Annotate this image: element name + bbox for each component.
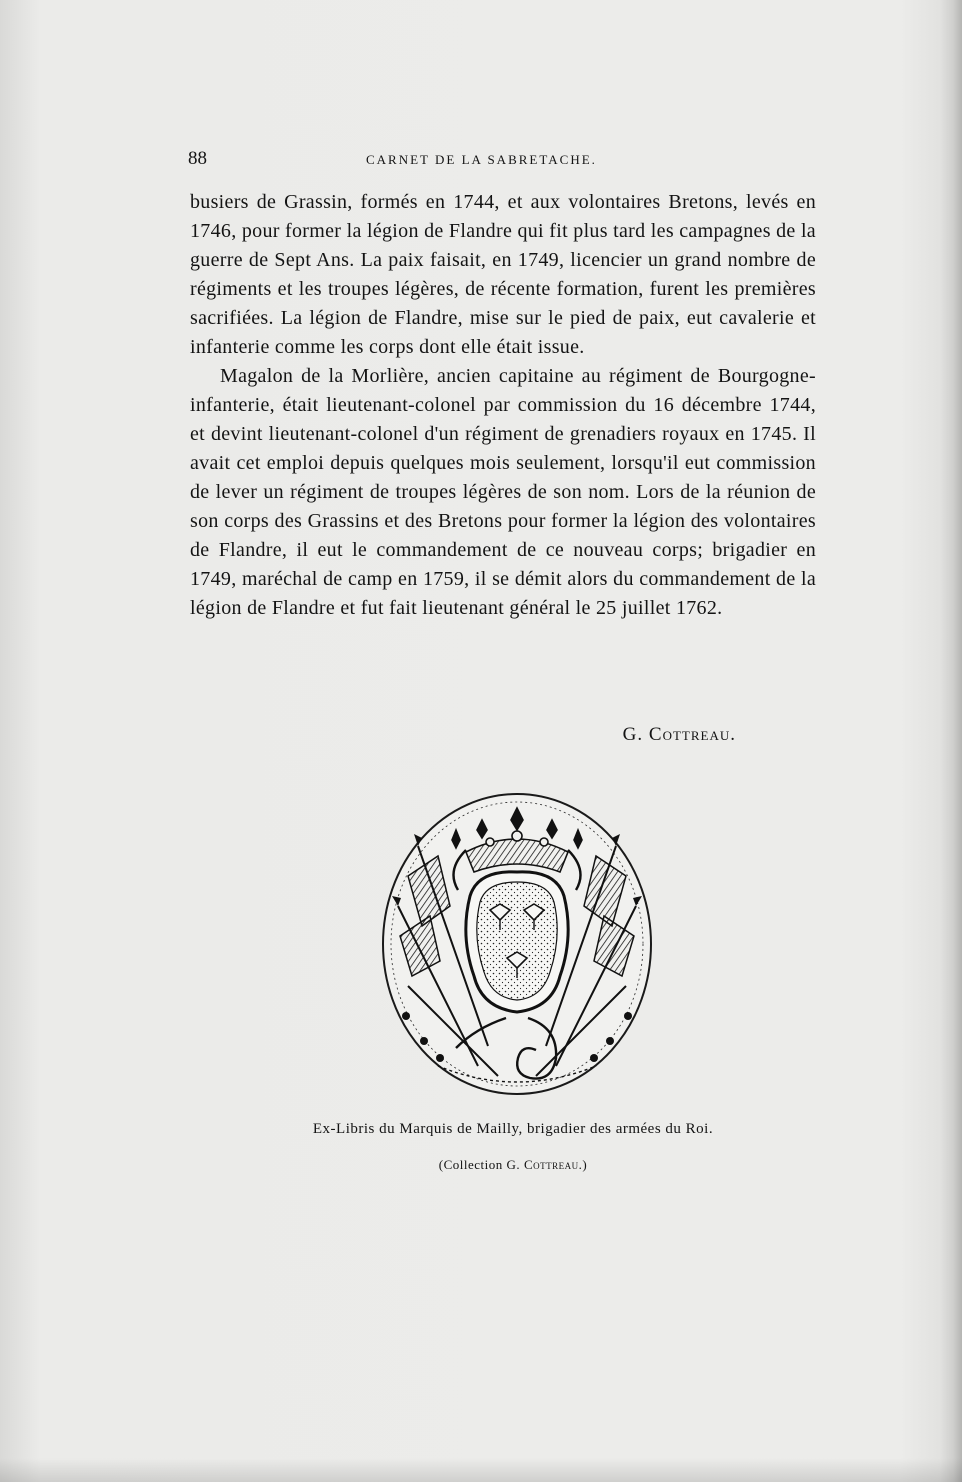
page-number: 88 [188,148,207,169]
running-head [188,148,818,172]
paragraph-1: busiers de Grassin, formés en 1744, et aux volontaires Bretons, levés en 1746, pour former la légion de Flandre qui fit plus tard les campagnes de la guerre de Sept Ans. La paix faisait, en 1749, licencier un grand nombre de régiments et les troupes légères, de récente formation, furent les premières sacrifiées. La légion de Flandre, mise sur le pied de paix, eut cavalerie et infanterie comme les corps dont elle était issue. [190,191,816,358]
paragraph-2: Magalon de la Morlière, ancien capitaine au régiment de Bourgogne-infanterie, était lieutenant-colonel par commission du 16 décembre 1744, et devint lieutenant-colonel d'un régiment de grenadiers royaux en 1745. Il avait cet emploi depuis quelques mois seulement, lorsqu'il eut commission de lever un régiment de troupes légères de son nom. Lors de la réunion de son corps des Grassins et des Bretons pour former la légion des volontaires de Flandre, il eut le commandement de ce nouveau corps; brigadier en 1749, maréchal de camp en 1759, il se démit alors du commandement de la légion de Flandre et fut fait lieutenant général le 25 juillet 1762. [190,365,816,619]
author-signature [560,724,736,746]
journal-title: CARNET DE LA SABRETACHE. [366,152,597,167]
credit-suffix: .) [578,1157,588,1172]
figure-caption: Ex-Libris du Marquis de Mailly, brigadier des armées du Roi. [312,1121,714,1137]
credit-prefix: (Collection G. [438,1157,521,1172]
ex-libris-coat-of-arms-icon [378,786,656,1098]
scan-shadow-right [940,0,962,1482]
figure-credit [190,1157,836,1173]
credit-name: Cottreau [523,1157,579,1172]
scan-shadow-bottom [0,1458,962,1482]
body-text [190,188,816,623]
signature-surname: Cottreau. [648,724,736,745]
signature-initial: G. [622,724,644,745]
